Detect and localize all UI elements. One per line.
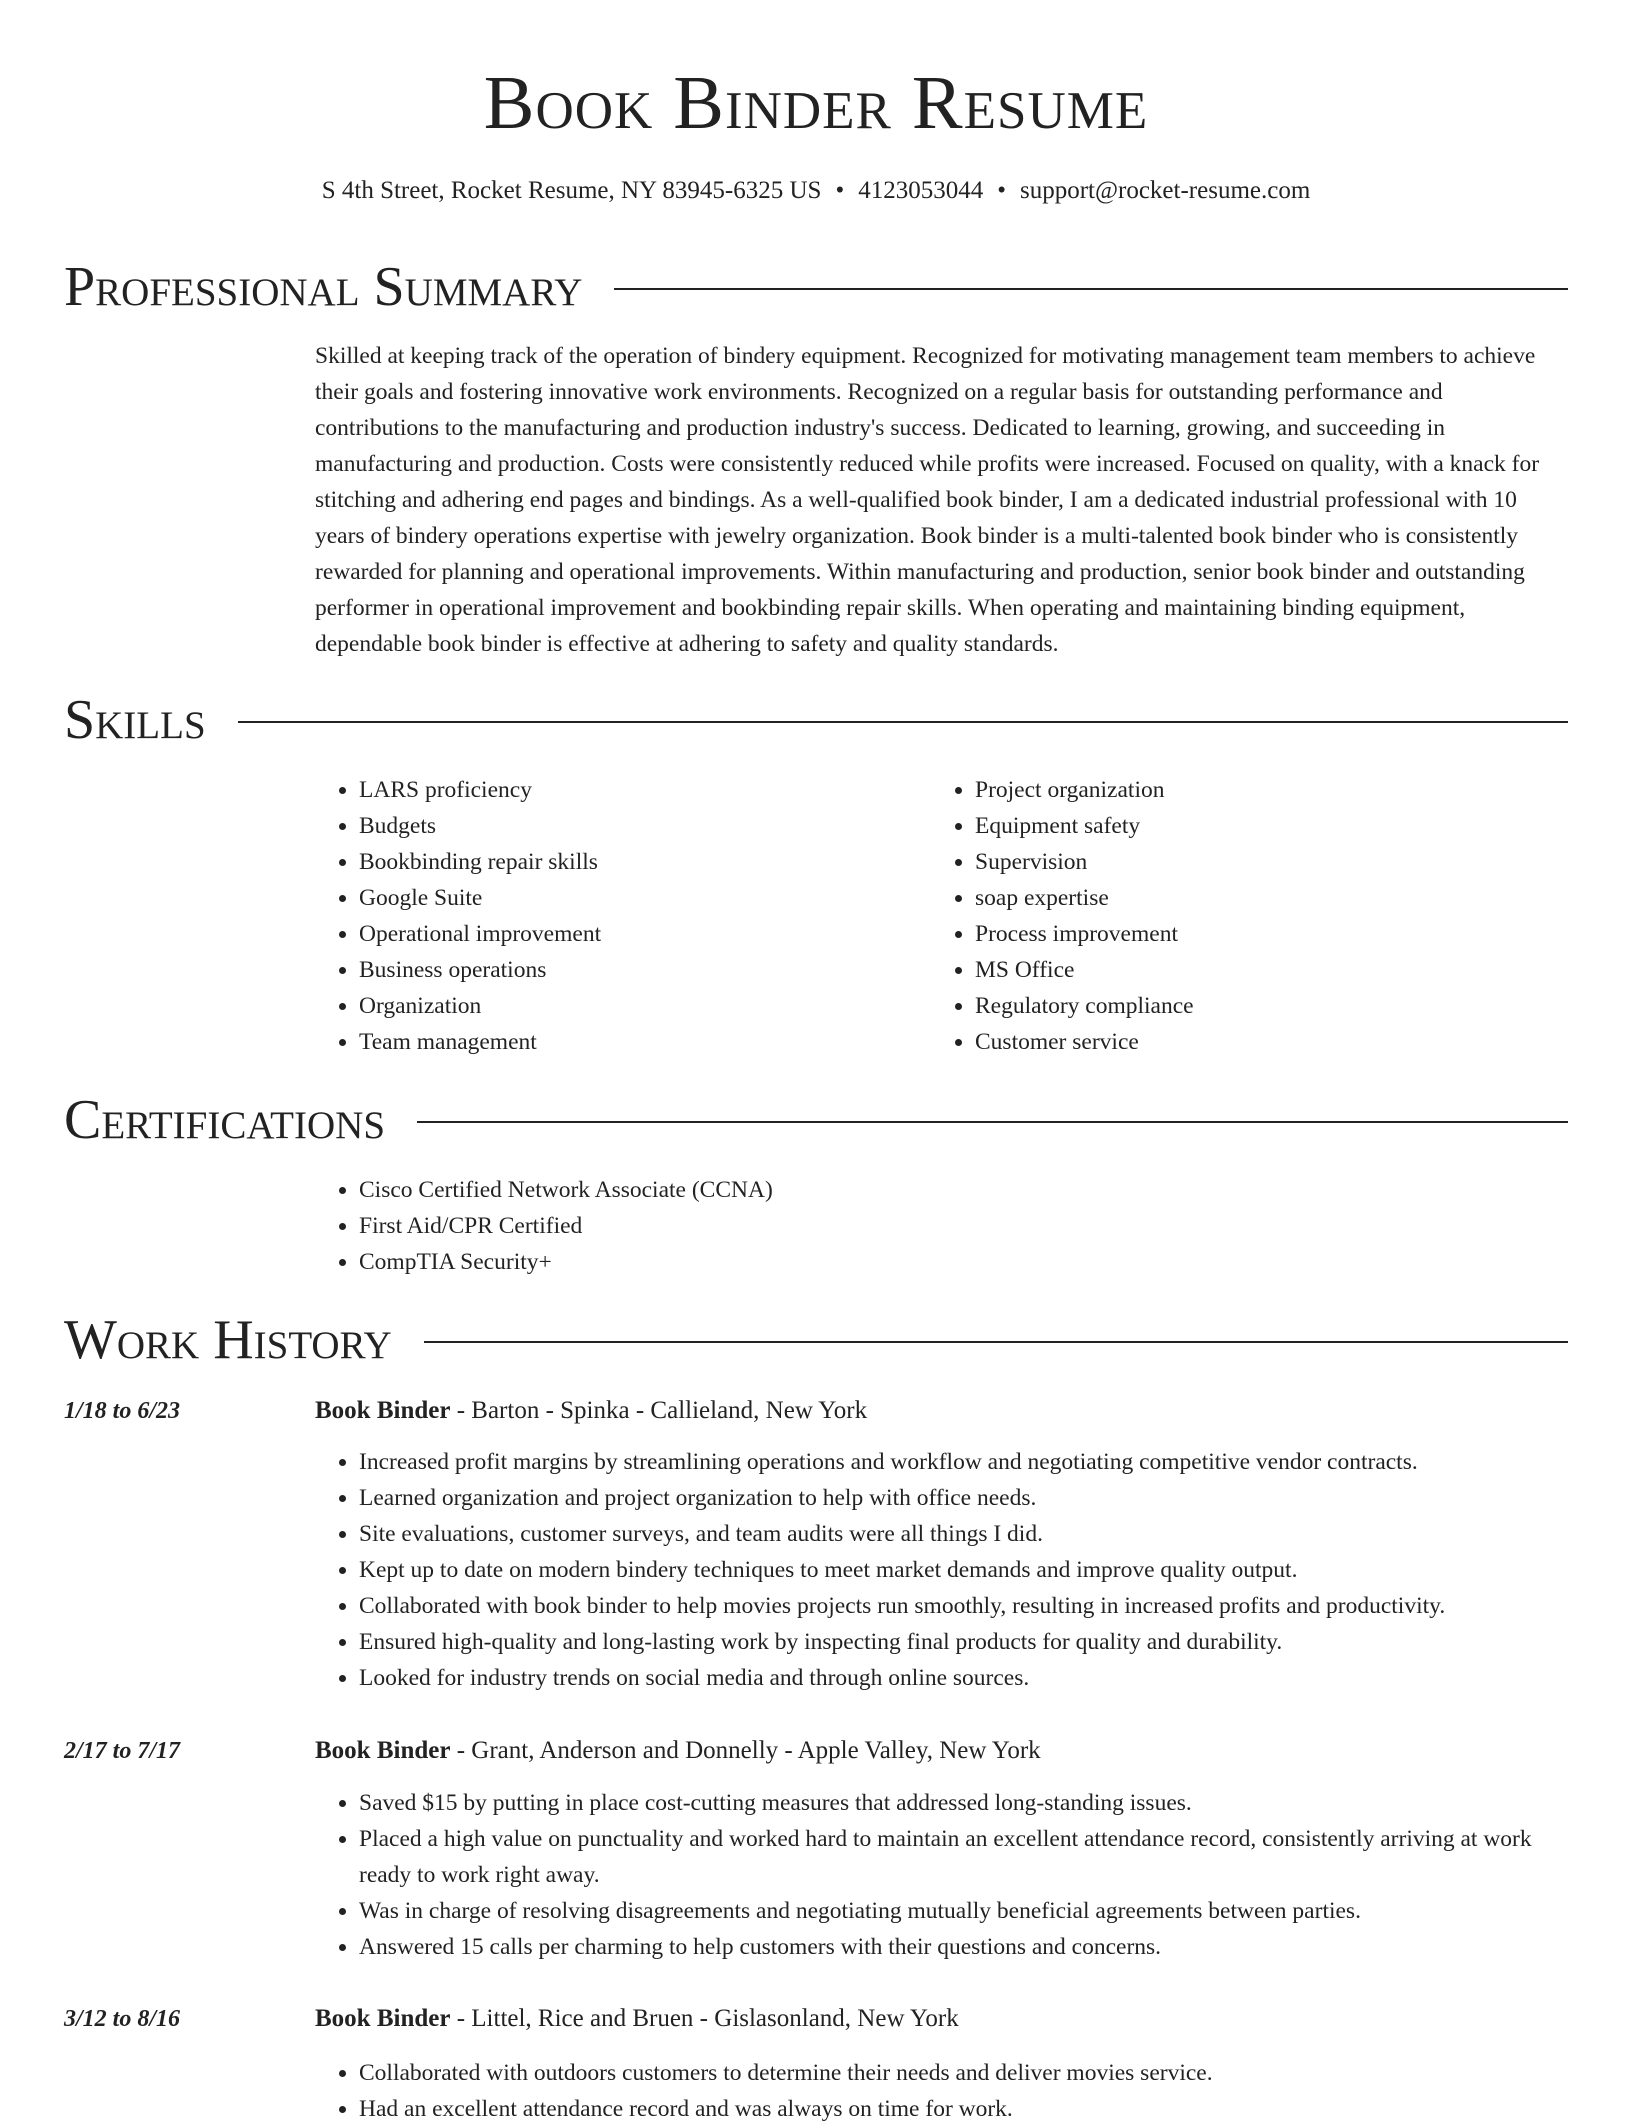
job-dates: 1/18 to 6/23 [64, 1398, 181, 1424]
work-section-header [64, 1307, 1568, 1373]
certification-item: • Cisco Certified Network Associate (CCNA) [359, 1172, 773, 1208]
skill-item: • Process improvement [975, 916, 1535, 952]
skill-item: • Regulatory compliance [975, 988, 1535, 1024]
job-heading [315, 1393, 1568, 1429]
job-dates: 2/17 to 7/17 [64, 1738, 181, 1764]
job-bullet: • Had an excellent attendance record and was always on time for work. [359, 2091, 1568, 2127]
contact-email: support@rocket-resume.com [1019, 177, 1311, 204]
job-bullet: • Site evaluations, customer surveys, and team audits were all things I did. [359, 1516, 1568, 1552]
section-divider [614, 288, 1568, 290]
job-bullet-list [315, 2055, 1568, 2127]
section-title-summary: Professional Summary [64, 256, 583, 318]
section-title-certifications: Certifications [64, 1089, 386, 1151]
job-bullet: • Was in charge of resolving disagreements and negotiating mutually beneficial agreements between parties. [359, 1893, 1568, 1929]
skill-item: • Equipment safety [975, 808, 1535, 844]
job-dates: 3/12 to 8/16 [64, 2006, 181, 2032]
skill-item: • soap expertise [975, 880, 1535, 916]
job-bullet-list [315, 1785, 1568, 1965]
job-heading [315, 2001, 1568, 2037]
skill-item: • Budgets [359, 808, 919, 844]
certifications-list [315, 1172, 773, 1280]
summary-section-header [64, 254, 1568, 320]
contact-address: S 4th Street, Rocket Resume, NY 83945-6325 US [321, 177, 822, 204]
job-bullet: • Collaborated with book binder to help movies projects run smoothly, resulting in increased profits and productivity. [359, 1588, 1568, 1624]
certifications-section-header [64, 1087, 1568, 1153]
skill-item: • LARS proficiency [359, 772, 919, 808]
contact-line [0, 173, 1632, 209]
skills-section-header [64, 687, 1568, 753]
job-bullet: • Looked for industry trends on social media and through online sources. [359, 1660, 1568, 1696]
skill-item: • Team management [359, 1024, 919, 1060]
contact-separator: • [997, 177, 1006, 204]
section-divider [417, 1121, 1568, 1123]
contact-phone: 4123053044 [858, 177, 984, 204]
skill-item: • Google Suite [359, 880, 919, 916]
job-title: Book Binder [315, 1737, 451, 1764]
certification-item: • First Aid/CPR Certified [359, 1208, 773, 1244]
job-bullet: • Answered 15 calls per charming to help customers with their questions and concerns. [359, 1929, 1568, 1965]
job-title: Book Binder [315, 2005, 451, 2032]
skill-item: • Bookbinding repair skills [359, 844, 919, 880]
section-title-skills: Skills [64, 689, 206, 751]
skill-item: • Customer service [975, 1024, 1535, 1060]
skill-item: • Operational improvement [359, 916, 919, 952]
job-bullet-list [315, 1444, 1568, 1696]
skills-list-right [931, 772, 1535, 1060]
skill-item: • Organization [359, 988, 919, 1024]
skills-list-left [315, 772, 919, 1060]
job-bullet: • Collaborated with outdoors customers to determine their needs and deliver movies service. [359, 2055, 1568, 2091]
section-title-work-history: Work History [64, 1309, 392, 1371]
skill-item: • Business operations [359, 952, 919, 988]
resume-title: Book Binder Resume [483, 61, 1149, 145]
job-bullet: • Kept up to date on modern bindery techniques to meet market demands and improve quality output. [359, 1552, 1568, 1588]
job-bullet: • Learned organization and project organization to help with office needs. [359, 1480, 1568, 1516]
job-employer: - Littel, Rice and Bruen - Gislasonland, New York [450, 2005, 959, 2032]
certification-item: • CompTIA Security+ [359, 1244, 773, 1280]
skill-item: • MS Office [975, 952, 1535, 988]
job-bullet: • Increased profit margins by streamlining operations and workflow and negotiating competitive vendor contracts. [359, 1444, 1568, 1480]
job-employer: - Barton - Spinka - Callieland, New York [450, 1397, 868, 1424]
job-bullet: • Saved $15 by putting in place cost-cutting measures that addressed long-standing issues. [359, 1785, 1568, 1821]
skill-item: • Project organization [975, 772, 1535, 808]
skill-item: • Supervision [975, 844, 1535, 880]
contact-separator: • [835, 177, 845, 204]
job-title: Book Binder [315, 1397, 451, 1424]
job-bullet: • Placed a high value on punctuality and worked hard to maintain an excellent attendance record, consistently arriving at work ready to work right away. [359, 1821, 1568, 1893]
section-divider [424, 1341, 1568, 1343]
section-divider [238, 721, 1568, 723]
job-heading [315, 1733, 1568, 1769]
job-bullet: • Ensured high-quality and long-lasting work by inspecting final products for quality and durability. [359, 1624, 1568, 1660]
job-employer: - Grant, Anderson and Donnelly - Apple Valley, New York [450, 1737, 1041, 1764]
summary-text: Skilled at keeping track of the operation of bindery equipment. Recognized for motivating management team members to achieve their goals and fostering innovative work environments. Recognized on a regular basis for outstanding performance and contributions to the manufacturing and production industry's success. Dedicated to learning, growing, and succeeding in manufacturing and production. Costs were consistently reduced while profits were increased. Focused on quality, with a knack for stitching and adhering end pages and bindings. As a well-qualified book binder, I am a dedicated industrial professional with 10 years of bindery operations expertise with jewelry organization. Book binder is a multi-talented book binder who is consistently rewarded for planning and operational improvements. Within manufacturing and production, senior book binder and outstanding performer in operational improvement and bookbinding repair skills. When operating and maintaining binding equipment, dependable book binder is effective at adhering to safety and quality standards. [315, 343, 1540, 657]
